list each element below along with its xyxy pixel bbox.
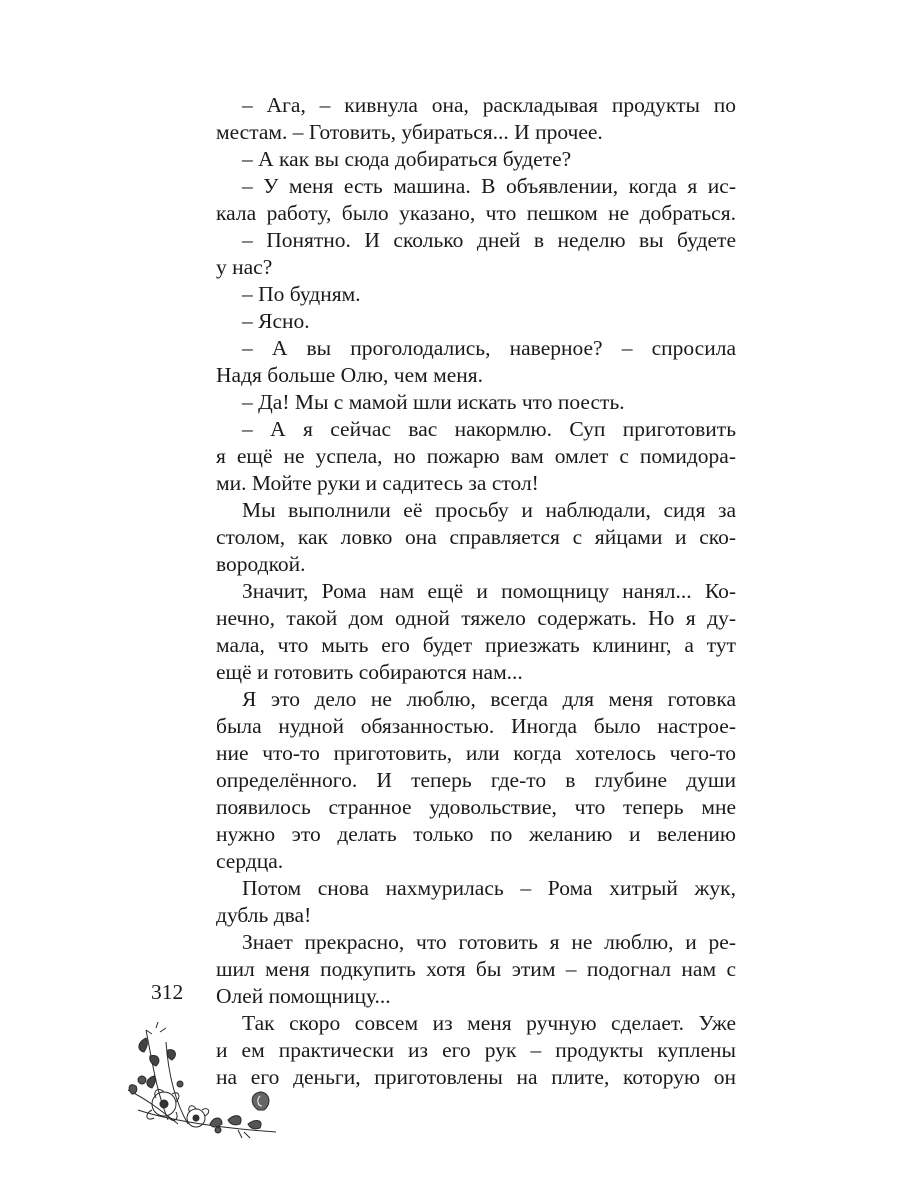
- text-line: – Да! Мы с мамой шли искать что поесть.: [242, 390, 625, 414]
- text-line: Олей помощницу...: [216, 984, 391, 1008]
- text-line: определённого. И теперь где-то в глубине души: [216, 768, 736, 792]
- text-line: и ем практически из его рук – продукты куплены: [216, 1038, 736, 1062]
- page-number: 312: [151, 980, 184, 1004]
- text-line: – А вы проголодались, наверное? – спросила: [242, 336, 736, 360]
- text-line: вородкой.: [216, 552, 306, 576]
- text-line: ещё и готовить собираются нам...: [216, 660, 523, 684]
- text-line: дубль два!: [216, 903, 312, 927]
- text-line: Знает прекрасно, что готовить я не люблю, и ре-: [242, 930, 736, 954]
- text-line: столом, как ловко она справляется с яйцами и ско-: [216, 525, 736, 549]
- text-line: – Ага, – кивнула она, раскладывая продукты по: [242, 93, 736, 117]
- text-line: Потом снова нахмурилась – Рома хитрый жук,: [242, 876, 736, 900]
- text-line: – У меня есть машина. В объявлении, когда я ис-: [242, 174, 736, 198]
- text-line: нужно это делать только по желанию и велению: [216, 822, 736, 846]
- text-line: Надя больше Олю, чем меня.: [216, 363, 484, 387]
- text-line: – А как вы сюда добираться будете?: [242, 147, 572, 171]
- floral-ornament-icon: [118, 1020, 278, 1150]
- text-line: Я это дело не люблю, всегда для меня готовка: [242, 687, 736, 711]
- text-line: у нас?: [216, 255, 273, 279]
- text-line: – А я сейчас вас накормлю. Суп приготовить: [242, 417, 736, 441]
- text-line: шил меня подкупить хотя бы этим – подогнал нам с: [216, 957, 736, 981]
- text-line: появилось странное удовольствие, что теперь мне: [216, 795, 736, 819]
- body-text: [216, 92, 736, 1091]
- text-line: ми. Мойте руки и садитесь за стол!: [216, 471, 539, 495]
- text-line: – По будням.: [242, 282, 361, 306]
- text-line: местам. – Готовить, убираться... И прочее.: [216, 120, 603, 144]
- text-line: сердца.: [216, 849, 284, 873]
- text-line: Так скоро совсем из меня ручную сделает. Уже: [242, 1011, 736, 1035]
- text-line: мала, что мыть его будет приезжать клининг, а тут: [216, 633, 736, 657]
- text-line: – Понятно. И сколько дней в неделю вы будете: [242, 228, 736, 252]
- text-line: ние что-то приготовить, или когда хотелось чего-то: [216, 741, 736, 765]
- text-line: Значит, Рома нам ещё и помощницу нанял... Ко-: [242, 579, 736, 603]
- text-line: нечно, такой дом одной тяжело содержать. Но я ду-: [216, 606, 736, 630]
- text-line: я ещё не успела, но пожарю вам омлет с помидора-: [216, 444, 736, 468]
- text-line: – Ясно.: [242, 309, 310, 333]
- text-line: кала работу, было указано, что пешком не добраться.: [216, 201, 736, 225]
- text-line: Мы выполнили её просьбу и наблюдали, сидя за: [242, 498, 736, 522]
- text-line: была нудной обязанностью. Иногда было настрое-: [216, 714, 736, 738]
- text-line: на его деньги, приготовлены на плите, которую он: [216, 1065, 736, 1089]
